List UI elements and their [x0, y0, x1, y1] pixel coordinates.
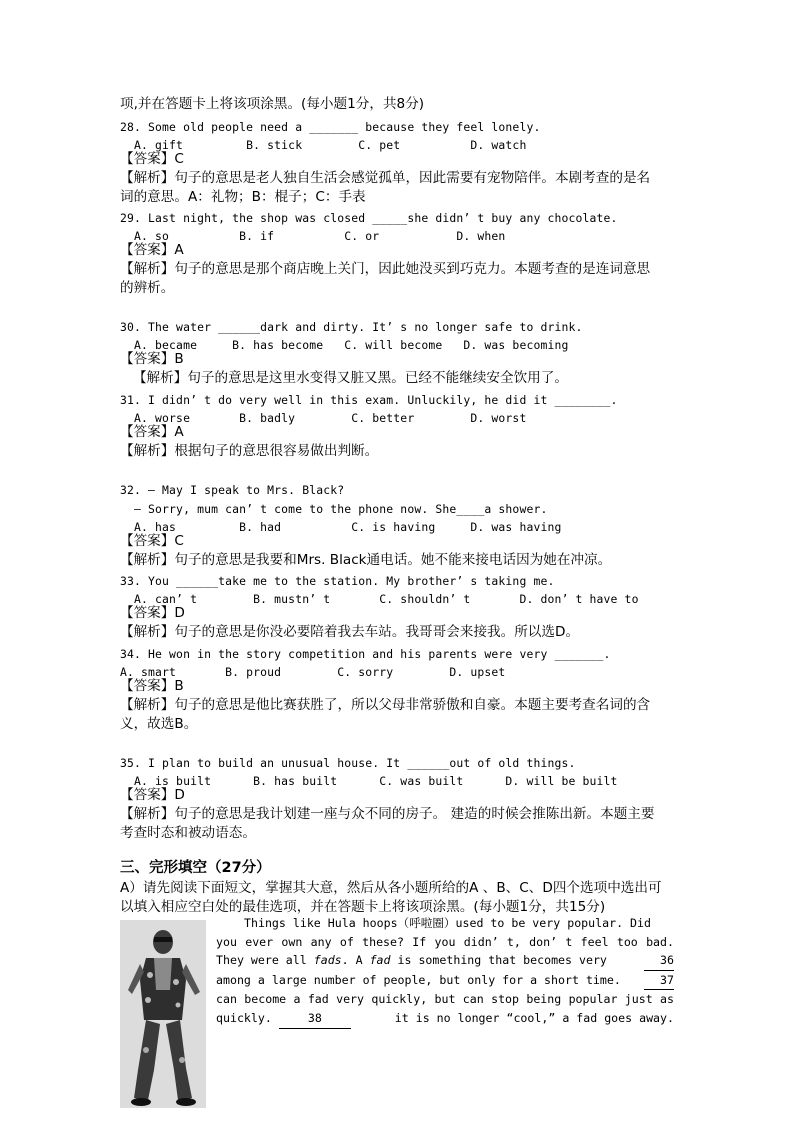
- question-28-options: A. gift B. stick C. pet D. watch: [120, 138, 527, 152]
- question-32-options: A. has B. had C. is having D. was having: [120, 520, 562, 534]
- blank-36[interactable]: 36: [644, 951, 674, 971]
- question-30-answer: 【答案】B: [120, 351, 184, 367]
- passage-text: quickly.: [216, 1010, 279, 1025]
- instruction-tail: 项,并在答题卡上将该项涂黑。(每小题1分，共8分): [120, 96, 425, 112]
- passage-text: it is no longer “cool,” a fad goes away.: [394, 1010, 674, 1025]
- question-32-answer: 【答案】C: [120, 533, 184, 549]
- passage-text: . A: [341, 953, 370, 968]
- question-32-stem: 32. — May I speak to Mrs. Black?: [120, 483, 345, 497]
- question-29-stem: 29. Last night, the shop was closed _____she didn’ t buy any chocolate.: [120, 211, 618, 225]
- blank-38[interactable]: 38: [279, 1009, 351, 1029]
- question-33-analysis-1: 【解析】句子的意思是你没必要陪着我去车站。我哥哥会来接我。所以选D。: [120, 624, 580, 640]
- question-31-options: A. worse B. badly C. better D. worst: [120, 411, 527, 425]
- passage-italic-fad: fad: [369, 953, 391, 968]
- question-28-analysis-2: 词的意思。A：礼物；B：棍子；C：手表: [120, 189, 366, 205]
- question-33-stem: 33. You ______take me to the station. My brother’ s taking me.: [120, 574, 555, 588]
- question-35-analysis-2: 考查时态和被动语态。: [120, 825, 256, 841]
- question-35-stem: 35. I plan to build an unusual house. It ______out of old things.: [120, 756, 576, 770]
- question-29-analysis-2: 的辨析。: [120, 280, 175, 296]
- question-33-answer: 【答案】D: [120, 605, 185, 621]
- question-28-analysis-1: 【解析】句子的意思是老人独自生活会感觉孤单，因此需要有宠物陪伴。本剧考查的是名: [120, 170, 651, 186]
- passage-photo: [120, 920, 206, 1108]
- question-34-analysis-2: 义，故选B。: [120, 716, 198, 732]
- passage-line-5: can become a fad very quickly, but can stop being popular just as: [216, 992, 674, 1007]
- question-31-stem: 31. I didn’ t do very well in this exam. Unluckily, he did it ________.: [120, 393, 618, 407]
- passage-line-6: [216, 1009, 674, 1029]
- question-30-analysis-1: 【解析】句子的意思是这里水变得又脏又黑。已经不能继续安全饮用了。: [120, 370, 568, 386]
- question-34-analysis-1: 【解析】句子的意思是他比赛获胜了，所以父母非常骄傲和自豪。本题主要考查名词的含: [120, 697, 651, 713]
- question-34-stem: 34. He won in the story competition and his parents were very _______.: [120, 647, 611, 661]
- cloze-passage: [216, 914, 674, 1029]
- question-34-answer: 【答案】B: [120, 678, 184, 694]
- passage-italic-fads: fads: [313, 953, 342, 968]
- question-32-analysis-1: 【解析】句子的意思是我要和Mrs. Black通电话。她不能来接电话因为她在冲凉。: [120, 552, 612, 568]
- question-30-options: A. became B. has become C. will become D. was becoming: [120, 338, 569, 352]
- question-31-answer: 【答案】A: [120, 424, 184, 440]
- question-28-stem: 28. Some old people need a _______ because they feel lonely.: [120, 120, 541, 134]
- question-29-answer: 【答案】A: [120, 242, 184, 258]
- question-35-analysis-1: 【解析】句子的意思是我计划建一座与众不同的房子。 建造的时候会推陈出新。本题主要: [120, 806, 655, 822]
- question-31-analysis-1: 【解析】根据句子的意思很容易做出判断。: [120, 443, 379, 459]
- section-intro-2: 以填入相应空白处的最佳选项，并在答题卡上将该项涂黑。(每小题1分，共15分): [120, 899, 606, 915]
- passage-line-3: [216, 951, 674, 971]
- question-29-options: A. so B. if C. or D. when: [120, 229, 506, 243]
- question-35-options: A. is built B. has built C. was built D. will be built: [120, 774, 618, 788]
- passage-text: They were all: [216, 953, 314, 968]
- passage-line-4: [216, 971, 674, 991]
- question-34-options: A. smart B. proud C. sorry D. upset: [120, 665, 506, 679]
- blank-37[interactable]: 37: [644, 971, 674, 991]
- question-28-answer: 【答案】C: [120, 151, 184, 167]
- question-35-answer: 【答案】D: [120, 787, 185, 803]
- question-30-stem: 30. The water ______dark and dirty. It’ s no longer safe to drink.: [120, 320, 583, 334]
- question-33-options: A. can’ t B. mustn’ t C. shouldn’ t D. don’ t have to: [120, 592, 639, 606]
- dancer-image: [120, 920, 206, 1108]
- question-29-analysis-1: 【解析】句子的意思是那个商店晚上关门，因此她没买到巧克力。本题考查的是连词意思: [120, 261, 651, 277]
- passage-text: among a large number of people, but only for a short time.: [216, 972, 628, 987]
- section-intro-1: A）请先阅读下面短文，掌握其大意，然后从各小题所给的A 、B、C、D四个选项中选出可: [120, 880, 662, 896]
- passage-text: is something that becomes very: [390, 953, 614, 968]
- question-32-stem-2: — Sorry, mum can’ t come to the phone now. She____a shower.: [120, 502, 548, 516]
- section-title: 三、完形填空（27分）: [120, 860, 271, 876]
- passage-line-2: you ever own any of these? If you didn’ t, don’ t feel too bad.: [216, 934, 674, 949]
- passage-line-1: Things like Hula hoops（呼啦圈）used to be very popular. Did: [244, 916, 651, 930]
